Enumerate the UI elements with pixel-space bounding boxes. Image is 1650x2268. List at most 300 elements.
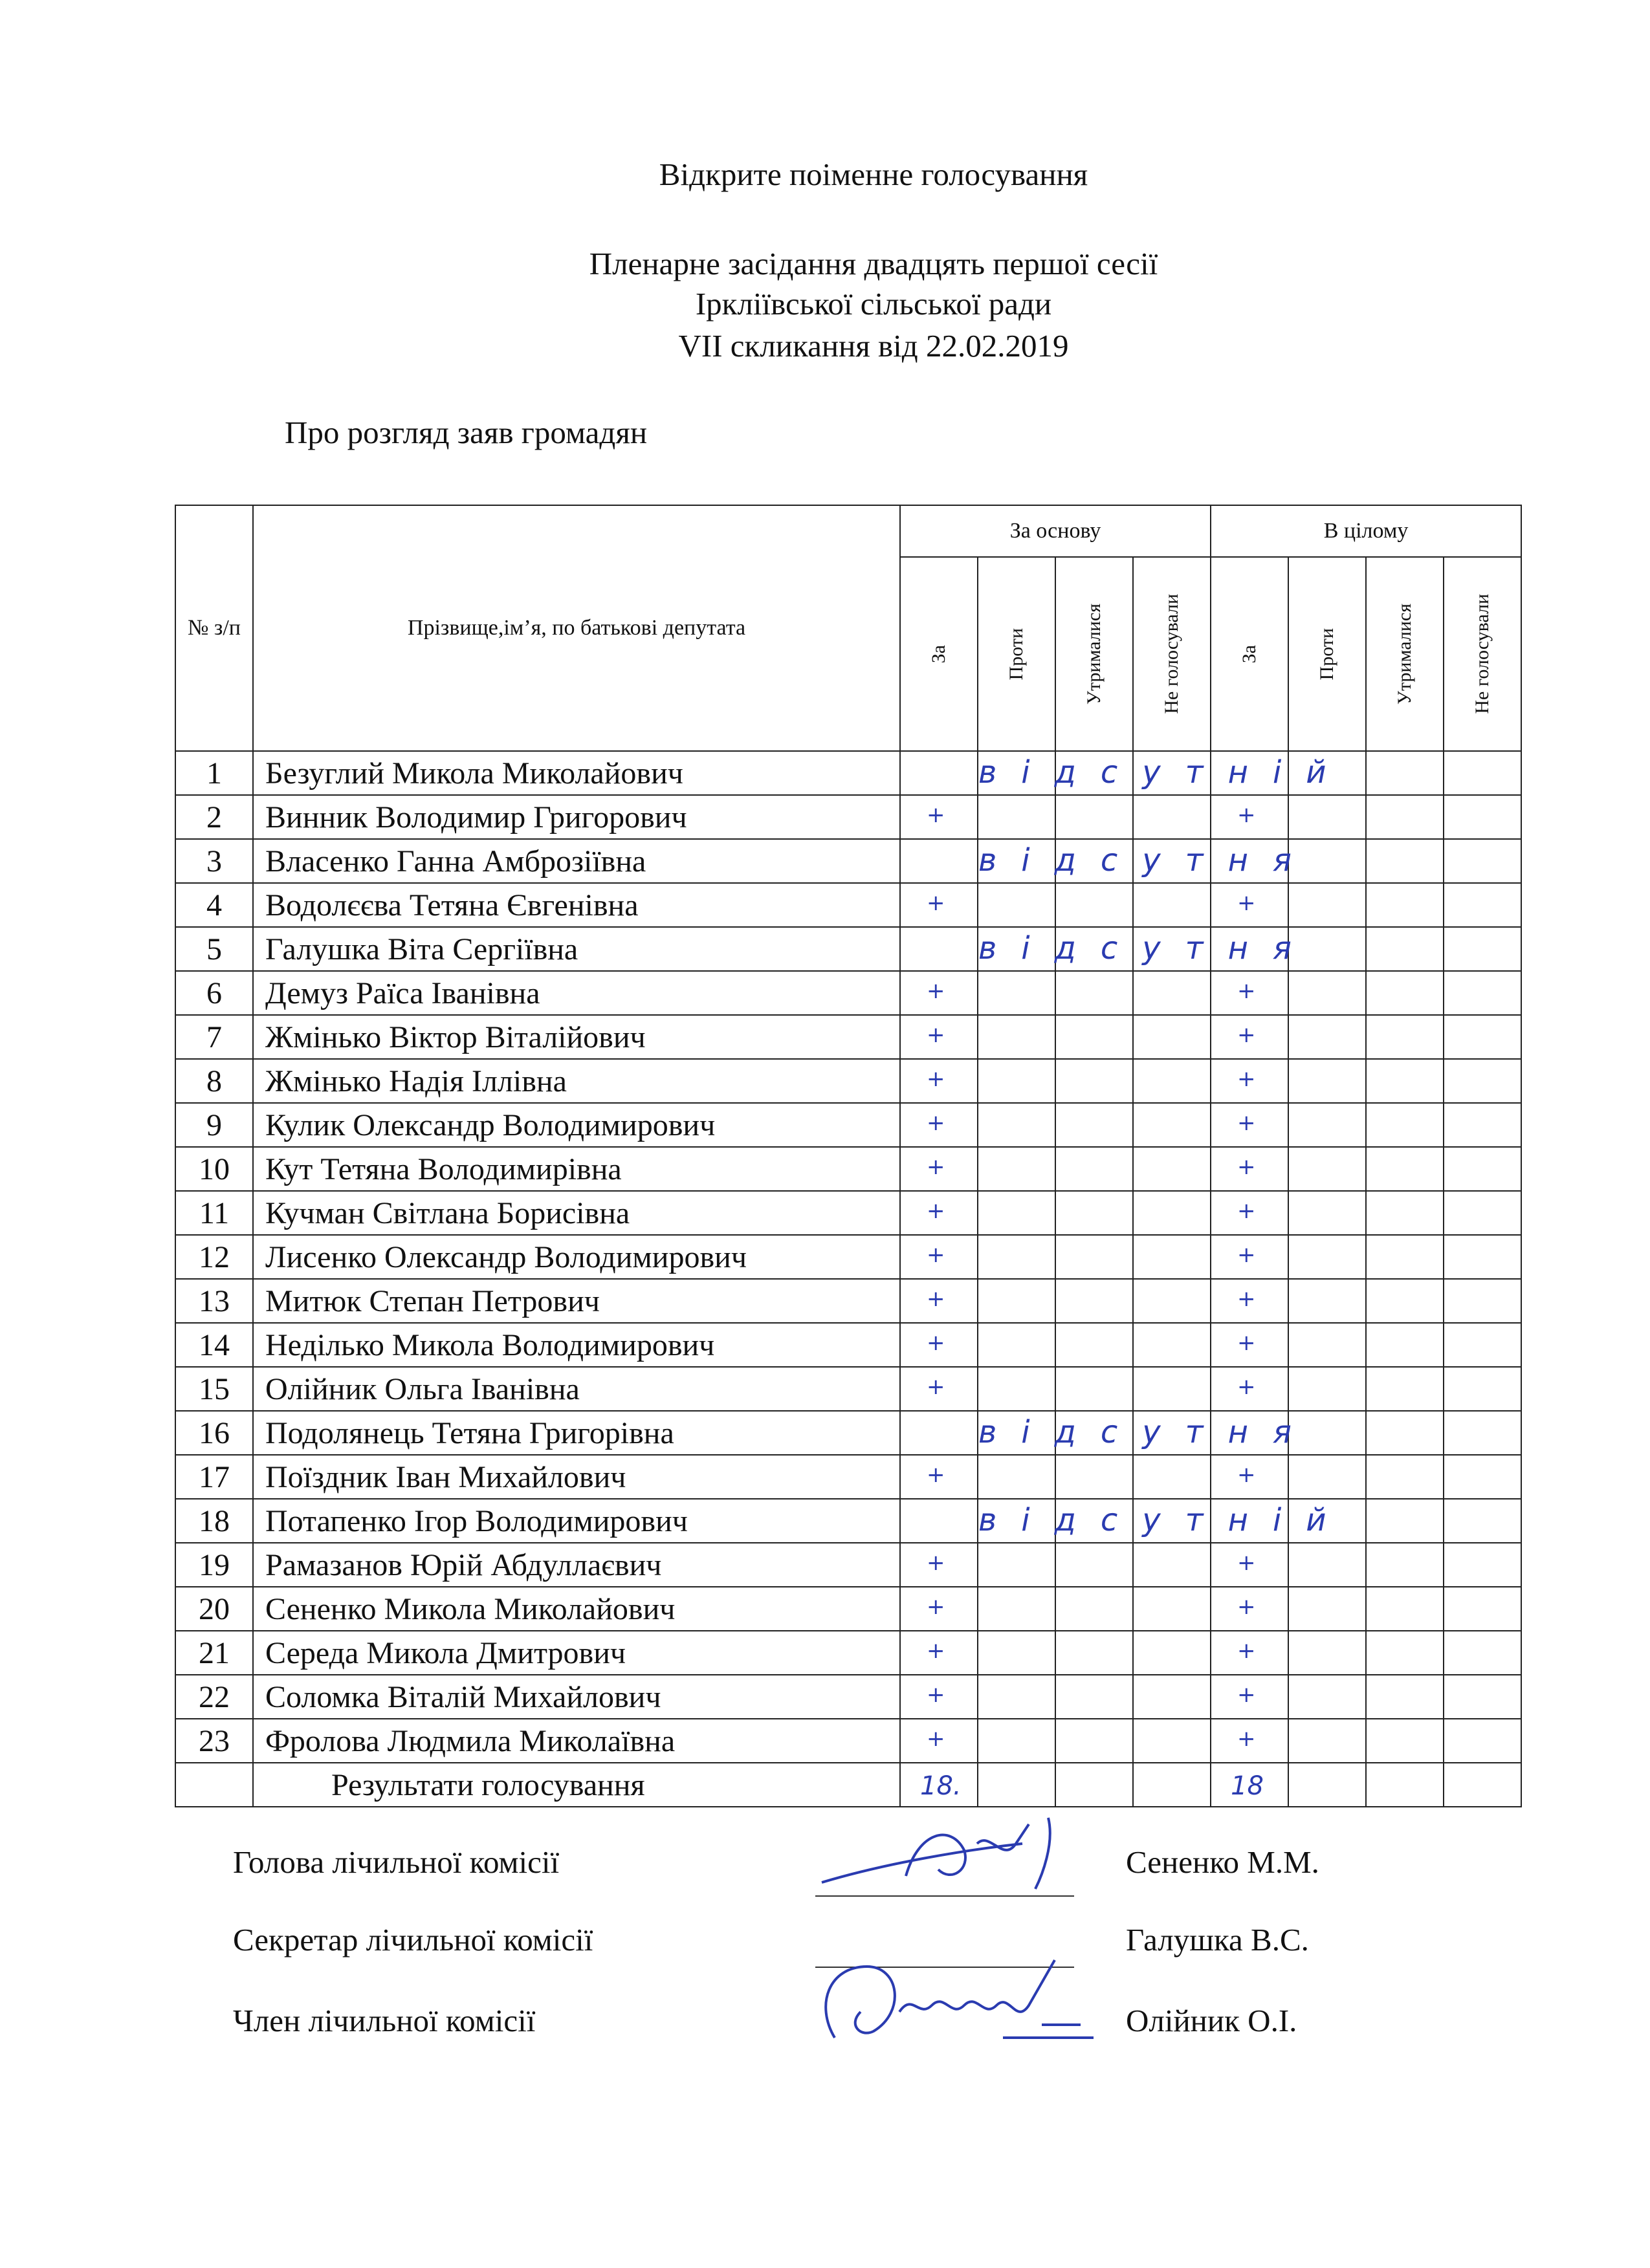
vote-cell [978, 971, 1055, 1015]
vote-cell [978, 1631, 1055, 1675]
vote-cell [1288, 1103, 1366, 1147]
deputy-name: Подолянець Тетяна Григорівна [253, 1411, 900, 1455]
vote-mark-whole: + [1237, 1242, 1256, 1268]
vote-cell [1211, 1323, 1288, 1367]
vote-cell [1288, 1455, 1366, 1499]
vote-cell [1211, 1367, 1288, 1411]
vote-cell [978, 1543, 1055, 1587]
vote-cell [1055, 1587, 1133, 1631]
table-row [175, 927, 1521, 971]
vote-cell [1055, 1367, 1133, 1411]
vote-mark-whole: + [1237, 1110, 1256, 1136]
vote-cell [1366, 1719, 1444, 1763]
vote-cell [978, 839, 1316, 883]
vote-cell [978, 1719, 1055, 1763]
vote-mark-whole: + [1237, 1462, 1256, 1488]
deputy-name: Поїздник Іван Михайлович [253, 1455, 900, 1499]
table-row [175, 1543, 1521, 1587]
vote-cell [1444, 1015, 1521, 1059]
vote-cell [978, 1455, 1055, 1499]
vote-cell [1133, 1499, 1211, 1543]
vote-cell [900, 1719, 978, 1763]
vote-mark-whole: + [1237, 1286, 1256, 1312]
vote-subject: Про розгляд заяв громадян [285, 415, 648, 450]
deputy-name: Власенко Ганна Амброзіївна [253, 839, 900, 883]
vote-cell [1055, 1543, 1133, 1587]
vote-cell [1055, 1719, 1133, 1763]
vote-mark-whole: + [1237, 1198, 1256, 1224]
vote-cell [1444, 971, 1521, 1015]
table-row [175, 1191, 1521, 1235]
vote-cell [1133, 751, 1211, 795]
result-total-whole: 18 [1231, 1771, 1264, 1801]
vote-cell [1211, 1235, 1288, 1279]
vote-cell [900, 1147, 978, 1191]
vote-mark-whole: + [1237, 1682, 1256, 1708]
vote-mark-whole: + [1237, 1638, 1256, 1664]
vote-cell [978, 1675, 1055, 1719]
vote-cell [900, 1455, 978, 1499]
subheader-proty-1: Проти [978, 557, 1055, 751]
vote-mark-whole: + [1237, 1374, 1256, 1400]
table-row [175, 1719, 1521, 1763]
vote-cell [978, 1059, 1055, 1103]
absent-note: відсутній [978, 1502, 1351, 1538]
vote-cell [1055, 1279, 1133, 1323]
vote-cell [900, 1279, 978, 1323]
vote-cell [1366, 971, 1444, 1015]
vote-cell [1055, 1059, 1133, 1103]
table-row [175, 1147, 1521, 1191]
subheader-ne-holosuvaly-1: Не голосували [1133, 557, 1211, 751]
vote-cell [1133, 1147, 1211, 1191]
vote-cell [900, 1411, 978, 1455]
vote-mark-basis: + [927, 1330, 945, 1356]
vote-cell [1133, 1543, 1211, 1587]
vote-cell [1366, 1103, 1444, 1147]
vote-mark-basis: + [927, 1286, 945, 1312]
vote-cell [1444, 1455, 1521, 1499]
vote-cell [1444, 1675, 1521, 1719]
vote-cell [1444, 1323, 1521, 1367]
vote-cell [1055, 1235, 1133, 1279]
vote-cell [1444, 1059, 1521, 1103]
vote-cell [1288, 1059, 1366, 1103]
vote-cell [900, 795, 978, 839]
vote-cell [1288, 1675, 1366, 1719]
row-number: 9 [175, 1103, 253, 1147]
signature-role-member: Член лічильної комісії [233, 2003, 536, 2038]
vote-cell [1444, 1235, 1521, 1279]
table-row [175, 751, 1521, 795]
result-total-basis: 18. [920, 1771, 962, 1801]
vote-mark-basis: + [927, 1022, 945, 1048]
row-number: 19 [175, 1543, 253, 1587]
vote-cell [1055, 1015, 1133, 1059]
group-header-whole: В цілому [1211, 505, 1521, 557]
vote-cell [900, 1191, 978, 1235]
vote-cell [1366, 1411, 1444, 1455]
row-number: 7 [175, 1015, 253, 1059]
vote-cell [1444, 1147, 1521, 1191]
row-number: 18 [175, 1499, 253, 1543]
group-header-basis: За основу [900, 505, 1211, 557]
deputy-name: Водолєєва Тетяна Євгенівна [253, 883, 900, 927]
vote-cell [1288, 1147, 1366, 1191]
vote-mark-basis: + [927, 1638, 945, 1664]
table-row [175, 1103, 1521, 1147]
vote-cell [1133, 1103, 1211, 1147]
vote-cell [900, 1323, 978, 1367]
vote-cell [1444, 1719, 1521, 1763]
subheader-utrymalysia-1: Утрималися [1055, 557, 1133, 751]
vote-table-body [175, 751, 1521, 1763]
row-number: 6 [175, 971, 253, 1015]
vote-cell [1444, 1367, 1521, 1411]
vote-cell [1288, 1719, 1366, 1763]
vote-mark-whole: + [1237, 1330, 1256, 1356]
vote-cell [1133, 971, 1211, 1015]
vote-cell [900, 751, 978, 795]
table-row [175, 1499, 1521, 1543]
vote-cell [1211, 1103, 1288, 1147]
table-row [175, 1411, 1521, 1455]
vote-cell [1366, 751, 1444, 795]
table-row [175, 971, 1521, 1015]
row-number: 11 [175, 1191, 253, 1235]
vote-cell [900, 1367, 978, 1411]
vote-cell [1288, 1543, 1366, 1587]
vote-cell [1133, 1323, 1211, 1367]
table-row [175, 839, 1521, 883]
row-number: 4 [175, 883, 253, 927]
vote-mark-basis: + [927, 1550, 945, 1576]
vote-cell [900, 1059, 978, 1103]
vote-cell [1211, 927, 1288, 971]
vote-cell [1211, 883, 1288, 927]
vote-cell [1133, 1631, 1211, 1675]
vote-cell [978, 1103, 1055, 1147]
row-number: 12 [175, 1235, 253, 1279]
row-number: 14 [175, 1323, 253, 1367]
vote-cell [1288, 751, 1366, 795]
vote-cell [1133, 1675, 1211, 1719]
vote-mark-whole: + [1237, 1066, 1256, 1092]
vote-cell [1211, 1499, 1288, 1543]
row-number: 8 [175, 1059, 253, 1103]
table-row [175, 1279, 1521, 1323]
vote-cell [900, 883, 978, 927]
result-empty-cell [1133, 1763, 1211, 1807]
vote-cell [1366, 1631, 1444, 1675]
result-total-basis-cell [900, 1763, 978, 1807]
vote-cell [978, 927, 1316, 971]
vote-cell [1288, 927, 1366, 971]
vote-cell [1055, 795, 1133, 839]
table-row [175, 1455, 1521, 1499]
vote-mark-basis: + [927, 890, 945, 916]
vote-cell [1288, 1411, 1366, 1455]
vote-cell [1366, 1059, 1444, 1103]
deputy-name: Неділько Микола Володимирович [253, 1323, 900, 1367]
vote-cell [978, 1499, 1351, 1543]
vote-cell [1444, 1543, 1521, 1587]
vote-cell [1366, 1455, 1444, 1499]
vote-cell [1055, 1147, 1133, 1191]
deputy-name: Жмінько Віктор Віталійович [253, 1015, 900, 1059]
deputy-name: Лисенко Олександр Володимирович [253, 1235, 900, 1279]
vote-cell [1288, 1631, 1366, 1675]
vote-cell [1444, 927, 1521, 971]
table-row [175, 883, 1521, 927]
vote-mark-whole: + [1237, 1022, 1256, 1048]
vote-cell [1133, 1367, 1211, 1411]
vote-cell [900, 1675, 978, 1719]
vote-cell [1211, 1543, 1288, 1587]
vote-cell [1366, 1235, 1444, 1279]
row-number: 20 [175, 1587, 253, 1631]
vote-mark-basis: + [927, 1374, 945, 1400]
row-number: 23 [175, 1719, 253, 1763]
vote-cell [978, 1587, 1055, 1631]
vote-cell [1055, 751, 1133, 795]
deputy-name: Кулик Олександр Володимирович [253, 1103, 900, 1147]
vote-cell [1366, 1543, 1444, 1587]
signature-chair-icon [809, 1805, 1106, 1902]
vote-mark-whole: + [1237, 1726, 1256, 1752]
row-number: 10 [175, 1147, 253, 1191]
vote-cell [900, 1631, 978, 1675]
signature-name-secretary: Галушка В.С. [1126, 1922, 1309, 1957]
vote-cell [1366, 1587, 1444, 1631]
row-number: 15 [175, 1367, 253, 1411]
vote-cell [1133, 839, 1211, 883]
vote-mark-whole: + [1237, 978, 1256, 1004]
vote-cell [1288, 883, 1366, 927]
absent-note: відсутня [978, 1414, 1316, 1450]
vote-mark-basis: + [927, 1110, 945, 1136]
subheader-za-2: За [1211, 557, 1288, 751]
vote-cell [1055, 1411, 1133, 1455]
vote-cell [1288, 1499, 1366, 1543]
vote-cell [1055, 1499, 1133, 1543]
vote-cell [900, 971, 978, 1015]
absent-note: відсутній [978, 754, 1351, 791]
vote-mark-basis: + [927, 1242, 945, 1268]
vote-mark-basis: + [927, 1726, 945, 1752]
vote-mark-whole: + [1237, 802, 1256, 828]
result-empty-cell [1055, 1763, 1133, 1807]
vote-cell [978, 1015, 1055, 1059]
row-number: 17 [175, 1455, 253, 1499]
vote-cell [978, 1367, 1055, 1411]
row-number: 3 [175, 839, 253, 883]
column-name-header: Прізвище,ім’я, по батькові депутата [253, 505, 900, 751]
result-total-whole-cell [1211, 1763, 1288, 1807]
deputy-name: Демуз Раїса Іванівна [253, 971, 900, 1015]
vote-cell [1211, 751, 1288, 795]
vote-cell [900, 1015, 978, 1059]
vote-cell [1211, 1675, 1288, 1719]
vote-cell [1288, 1367, 1366, 1411]
vote-mark-basis: + [927, 1066, 945, 1092]
vote-cell [900, 1543, 978, 1587]
vote-cell [1133, 1411, 1211, 1455]
result-label: Результати голосування [253, 1763, 900, 1807]
vote-cell [1133, 1015, 1211, 1059]
signature-name-member: Олійник О.І. [1126, 2003, 1297, 2038]
deputy-name: Митюк Степан Петрович [253, 1279, 900, 1323]
row-number: 5 [175, 927, 253, 971]
row-number: 13 [175, 1279, 253, 1323]
vote-cell [1366, 1367, 1444, 1411]
deputy-name: Середа Микола Дмитрович [253, 1631, 900, 1675]
vote-cell [1444, 1103, 1521, 1147]
vote-cell [1444, 1587, 1521, 1631]
table-row [175, 1367, 1521, 1411]
subheader-za-1: За [900, 557, 978, 751]
vote-mark-basis: + [927, 802, 945, 828]
result-number-cell [175, 1763, 253, 1807]
vote-cell [978, 1279, 1055, 1323]
vote-mark-basis: + [927, 1462, 945, 1488]
vote-cell [1444, 883, 1521, 927]
vote-cell [1211, 1015, 1288, 1059]
deputy-name: Фролова Людмила Миколаївна [253, 1719, 900, 1763]
vote-cell [1444, 751, 1521, 795]
subheader-ne-holosuvaly-2: Не голосували [1444, 557, 1521, 751]
vote-cell [900, 1235, 978, 1279]
session-line-3: VII скликання від 22.02.2019 [678, 328, 1069, 364]
vote-cell [1133, 1191, 1211, 1235]
vote-table [175, 505, 1522, 1807]
vote-cell [1211, 1411, 1288, 1455]
vote-cell [1055, 1675, 1133, 1719]
vote-cell [1288, 1235, 1366, 1279]
vote-cell [1133, 1059, 1211, 1103]
deputy-name: Безуглий Микола Миколайович [253, 751, 900, 795]
absent-note: відсутня [978, 842, 1316, 878]
vote-cell [1133, 1587, 1211, 1631]
vote-cell [1211, 1279, 1288, 1323]
table-row [175, 1631, 1521, 1675]
vote-cell [1133, 883, 1211, 927]
vote-cell [978, 1323, 1055, 1367]
table-row [175, 1323, 1521, 1367]
vote-cell [1211, 1455, 1288, 1499]
vote-cell [1366, 1147, 1444, 1191]
deputy-name: Потапенко Ігор Володимирович [253, 1499, 900, 1543]
result-empty-cell [1444, 1763, 1521, 1807]
vote-cell [1211, 1059, 1288, 1103]
vote-cell [1133, 1455, 1211, 1499]
vote-cell [1211, 1631, 1288, 1675]
vote-mark-basis: + [927, 1682, 945, 1708]
vote-cell [1133, 1279, 1211, 1323]
table-row [175, 1587, 1521, 1631]
deputy-name: Галушка Віта Сергіївна [253, 927, 900, 971]
vote-cell [978, 751, 1351, 795]
vote-mark-whole: + [1237, 1154, 1256, 1180]
result-empty-cell [1288, 1763, 1366, 1807]
vote-mark-basis: + [927, 1594, 945, 1620]
vote-mark-basis: + [927, 978, 945, 1004]
vote-cell [1366, 1323, 1444, 1367]
vote-cell [1444, 839, 1521, 883]
vote-mark-whole: + [1237, 1550, 1256, 1576]
vote-cell [978, 1411, 1316, 1455]
vote-cell [900, 927, 978, 971]
vote-cell [1055, 927, 1133, 971]
result-empty-cell [1366, 1763, 1444, 1807]
vote-cell [1055, 971, 1133, 1015]
deputy-name: Сененко Микола Миколайович [253, 1587, 900, 1631]
column-number-header: № з/п [175, 505, 253, 751]
vote-cell [978, 1235, 1055, 1279]
vote-cell [900, 839, 978, 883]
vote-cell [978, 1147, 1055, 1191]
vote-cell [1366, 883, 1444, 927]
vote-cell [1211, 795, 1288, 839]
vote-cell [1133, 1719, 1211, 1763]
signature-name-chair: Сененко М.М. [1126, 1844, 1319, 1880]
vote-cell [978, 883, 1055, 927]
vote-cell [1366, 1279, 1444, 1323]
vote-mark-basis: + [927, 1154, 945, 1180]
vote-cell [1366, 839, 1444, 883]
subheader-proty-2: Проти [1288, 557, 1366, 751]
vote-cell [1211, 839, 1288, 883]
vote-cell [1444, 1411, 1521, 1455]
deputy-name: Соломка Віталій Михайлович [253, 1675, 900, 1719]
row-number: 22 [175, 1675, 253, 1719]
vote-cell [1055, 1631, 1133, 1675]
vote-cell [1288, 1015, 1366, 1059]
vote-cell [1288, 1323, 1366, 1367]
vote-cell [1211, 1191, 1288, 1235]
vote-cell [1055, 1455, 1133, 1499]
vote-cell [1055, 1191, 1133, 1235]
absent-note: відсутня [978, 930, 1316, 966]
table-row [175, 1235, 1521, 1279]
deputy-name: Винник Володимир Григорович [253, 795, 900, 839]
vote-cell [1288, 1587, 1366, 1631]
row-number: 1 [175, 751, 253, 795]
subheader-utrymalysia-2: Утрималися [1366, 557, 1444, 751]
table-row [175, 1015, 1521, 1059]
table-row [175, 1675, 1521, 1719]
row-number: 21 [175, 1631, 253, 1675]
vote-cell [1055, 883, 1133, 927]
vote-cell [1288, 795, 1366, 839]
row-number: 2 [175, 795, 253, 839]
vote-cell [1055, 1103, 1133, 1147]
vote-cell [1366, 927, 1444, 971]
vote-cell [1366, 1191, 1444, 1235]
session-line-1: Пленарне засідання двадцять першої сесії [589, 246, 1158, 281]
vote-cell [1211, 1147, 1288, 1191]
vote-cell [1366, 1015, 1444, 1059]
signature-role-chair: Голова лічильної комісії [233, 1844, 560, 1880]
vote-cell [1211, 971, 1288, 1015]
vote-cell [1444, 1191, 1521, 1235]
vote-mark-whole: + [1237, 890, 1256, 916]
vote-cell [1288, 1191, 1366, 1235]
row-number: 16 [175, 1411, 253, 1455]
vote-cell [1288, 1279, 1366, 1323]
table-row [175, 1059, 1521, 1103]
vote-cell [1133, 927, 1211, 971]
